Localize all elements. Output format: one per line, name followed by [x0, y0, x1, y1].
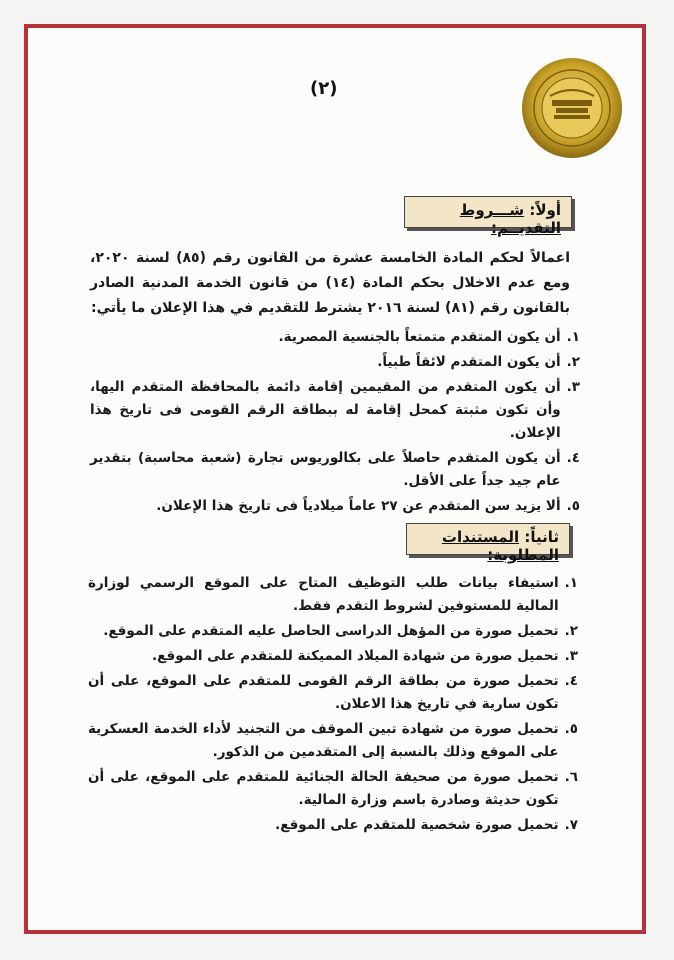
- item-text: تحميل صورة شخصية للمتقدم على الموقع.: [275, 817, 559, 833]
- item-text: أن يكون المتقدم لائقاً طبياً.: [377, 354, 561, 370]
- list-item: [88, 670, 578, 716]
- item-number: ١.: [566, 329, 580, 345]
- list-item: [88, 814, 578, 837]
- item-number: ٥.: [564, 721, 578, 737]
- item-text: تحميل صورة من بطاقة الرقم القومى للمتقدم على الموقع، على أن تكون سارية في تاريخ هذا الاعلان.: [88, 673, 559, 712]
- list-item: [90, 376, 580, 445]
- item-number: ١.: [564, 575, 578, 591]
- list-item: [88, 718, 578, 764]
- list-item: [90, 447, 580, 493]
- section-conditions-prefix: أولاً:: [529, 201, 561, 219]
- item-text: استيفاء بيانات طلب التوظيف المتاح على الموقع الرسمي لوزارة المالية للمستوفين لشروط التقدم فقط.: [88, 575, 559, 614]
- list-item: [88, 620, 578, 643]
- item-number: ٢.: [564, 623, 578, 639]
- section-conditions-heading: [404, 196, 572, 237]
- item-number: ٣.: [566, 379, 580, 395]
- item-number: ٣.: [564, 648, 578, 664]
- section-documents-title: المستندات المطلوبة:: [441, 528, 559, 564]
- list-item: [88, 645, 578, 668]
- section-conditions-title: شـــروط التقديــم:: [459, 201, 561, 237]
- section-documents-prefix: ثانياً:: [524, 528, 559, 546]
- list-item: [90, 495, 580, 518]
- item-number: ٤.: [566, 450, 580, 466]
- item-text: ألا يزيد سن المتقدم عن ٢٧ عاماً ميلادياً فى تاريخ هذا الإعلان.: [156, 498, 561, 514]
- conditions-list: [90, 326, 580, 520]
- item-number: ٥.: [566, 498, 580, 514]
- documents-list: [88, 572, 578, 839]
- item-text: تحميل صورة من المؤهل الدراسى الحاصل عليه المتقدم على الموقع.: [103, 623, 559, 639]
- item-number: ٦.: [564, 769, 578, 785]
- page-number: (٢): [310, 78, 338, 99]
- list-item: [90, 351, 580, 374]
- item-number: ٤.: [564, 673, 578, 689]
- list-item: [88, 572, 578, 618]
- intro-paragraph: اعمالاً لحكم المادة الخامسة عشرة من القانون رقم (٨٥) لسنة ٢٠٢٠، ومع عدم الاخلال بحكم المادة (١٤) من قانون الخدمة المدنية الصادر بالقانون رقم (٨١) لسنة ٢٠١٦ يشترط للتقديم في هذا الإعلان ما يأتي:: [90, 250, 571, 316]
- item-text: أن يكون المتقدم من المقيمين إقامة دائمة بالمحافظة المتقدم اليها، وأن تكون مثبتة كمحل إقامة له ببطاقة الرقم القومى فى تاريخ هذا الإعلان.: [90, 379, 561, 441]
- item-number: ٧.: [564, 817, 578, 833]
- list-item: [88, 766, 578, 812]
- item-text: تحميل صورة من صحيفة الحالة الجنائية للمتقدم على الموقع، على أن تكون حديثة وصادرة باسم وزارة المالية.: [88, 769, 559, 808]
- ministry-seal-icon: [520, 56, 624, 160]
- item-text: أن يكون المتقدم حاصلاً على بكالوريوس تجارة (شعبة محاسبة) بتقدير عام جيد جداً على الأقل.: [90, 450, 561, 489]
- item-text: أن يكون المتقدم متمتعاً بالجنسية المصرية.: [278, 329, 561, 345]
- item-number: ٢.: [566, 354, 580, 370]
- item-text: تحميل صورة من شهادة الميلاد المميكنة للمتقدم على الموقع.: [152, 648, 559, 664]
- section-documents-heading: [406, 523, 570, 564]
- list-item: [90, 326, 580, 349]
- item-text: تحميل صورة من شهادة تبين الموقف من التجنيد لأداء الخدمة العسكرية على الموقع وذلك بالنسبة إلى المتقدمين من الذكور.: [88, 721, 559, 760]
